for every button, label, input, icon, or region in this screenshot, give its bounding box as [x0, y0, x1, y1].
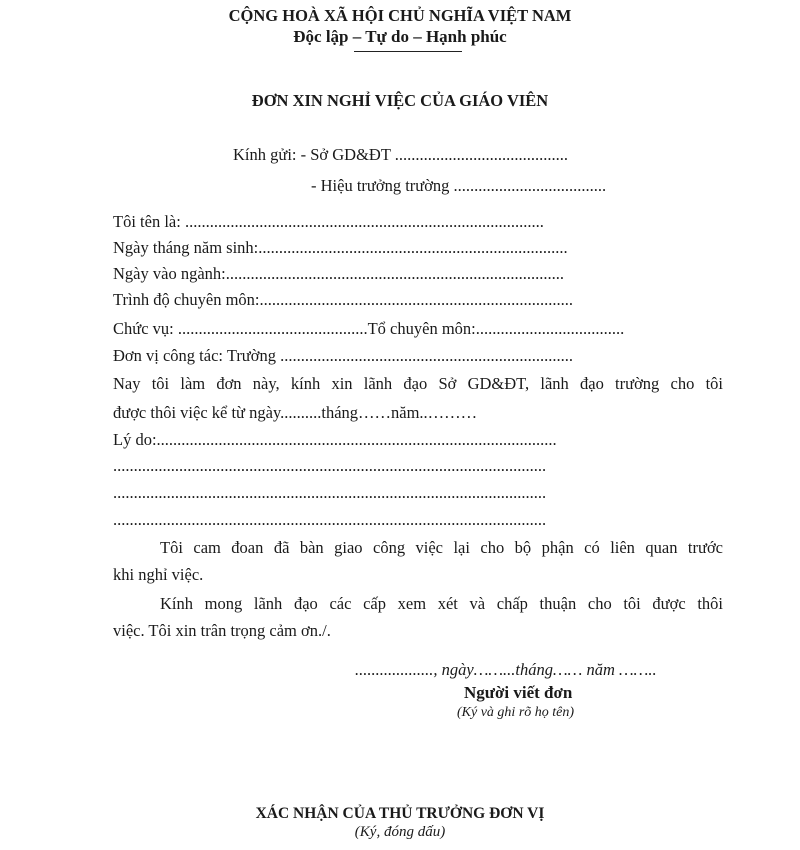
recipient-line-2: - Hiệu trưởng trường .....................................: [311, 176, 607, 195]
reason-line-3: .........................................................................................................: [113, 483, 547, 502]
recipient-line-1: Kính gửi: - Sở GD&ĐT ..........................................: [233, 145, 568, 164]
signature-note: (Ký và ghi rõ họ tên): [457, 705, 575, 720]
closing-line-2: việc. Tôi xin trân trọng cảm ơn./.: [113, 621, 331, 640]
motto-heading: Độc lập – Tự do – Hạnh phúc: [293, 27, 507, 46]
signature-title: Người viết đơn: [464, 683, 573, 702]
commitment-line-1: Tôi cam đoan đã bàn giao công việc lại cho bộ phận có liên quan trước: [160, 538, 723, 557]
field-start-date: Ngày vào ngành:..................................................................................: [113, 264, 564, 283]
field-qualification: Trình độ chuyên môn:............................................................................: [113, 290, 574, 309]
request-line-2: được thôi việc kể từ ngày..........tháng……năm..………: [113, 403, 478, 422]
confirmation-title: XÁC NHẬN CỦA THỦ TRƯỞNG ĐƠN VỊ: [255, 805, 545, 822]
document-title: ĐƠN XIN NGHỈ VIỆC CỦA GIÁO VIÊN: [251, 91, 549, 110]
reason-line-1: Lý do:.................................................................................................: [113, 430, 557, 449]
field-position: Chức vụ: ..............................................Tổ chuyên môn:....................................: [113, 319, 625, 338]
reason-line-4: .........................................................................................................: [113, 510, 547, 529]
field-date-of-birth: Ngày tháng năm sinh:...........................................................................: [113, 238, 568, 257]
nation-heading: CỘNG HOÀ XÃ HỘI CHỦ NGHĨA VIỆT NAM: [228, 6, 572, 25]
confirmation-note: (Ký, đóng dấu): [354, 824, 446, 840]
heading-underline: [354, 51, 462, 52]
request-line-1: Nay tôi làm đơn này, kính xin lãnh đạo Sở GD&ĐT, lãnh đạo trường cho tôi: [113, 374, 723, 393]
closing-line-1: Kính mong lãnh đạo các cấp xem xét và chấp thuận cho tôi được thôi: [160, 594, 723, 613]
field-name: Tôi tên là: .......................................................................................: [113, 212, 544, 231]
reason-line-2: .........................................................................................................: [113, 456, 547, 475]
signature-date-line: ..................., ngày……...tháng…… năm ……..: [355, 660, 657, 679]
field-work-unit: Đơn vị công tác: Trường .......................................................................: [113, 346, 573, 365]
commitment-line-2: khi nghỉ việc.: [113, 565, 204, 584]
